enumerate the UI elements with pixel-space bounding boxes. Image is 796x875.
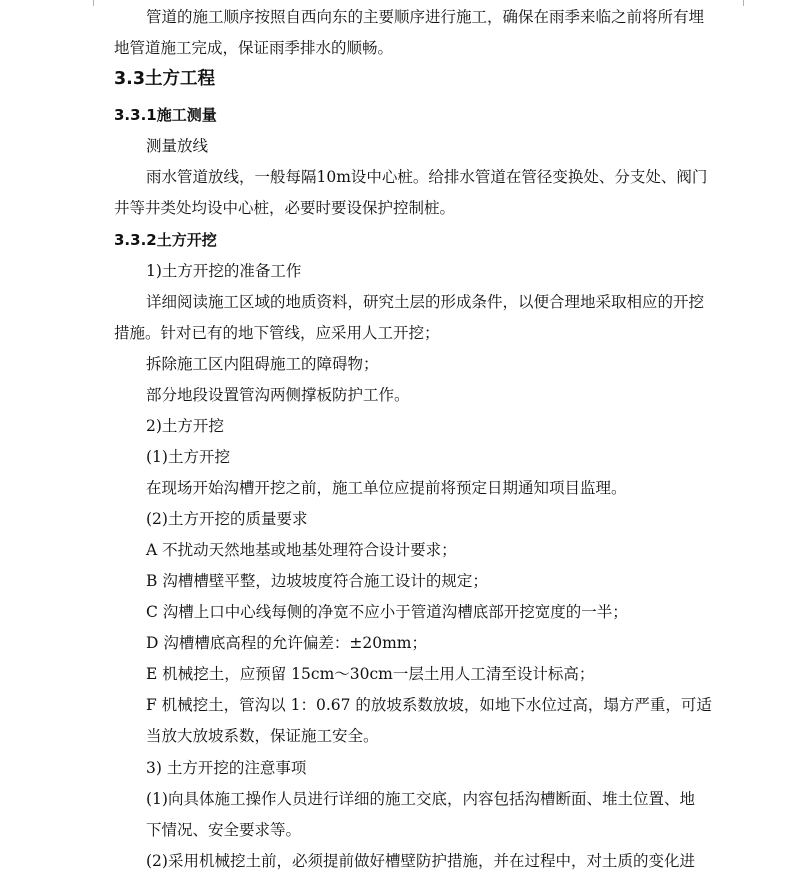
paragraph-line: D 沟槽槽底高程的允许偏差：±20mm；: [146, 634, 427, 652]
paragraph-line: F 机械挖土，管沟以 1：0.67 的放坡系数放坡，如地下水位过高，塌方严重，可适: [146, 696, 712, 714]
paragraph-line: 井等井类处均设中心桩，必要时要设保护控制桩。: [114, 199, 456, 217]
paragraph-line: 措施。针对已有的地下管线，应采用人工开挖；: [114, 324, 440, 342]
paragraph-line: 部分地段设置管沟两侧撑板防护工作。: [146, 386, 410, 404]
margin-mark-right: [743, 0, 744, 6]
paragraph-line: B 沟槽槽壁平整，边坡坡度符合施工设计的规定；: [146, 572, 488, 590]
paragraph-line: 管道的施工顺序按照自西向东的主要顺序进行施工，确保在雨季来临之前将所有埋: [146, 8, 705, 26]
section-heading: 3.3土方工程: [114, 69, 216, 89]
subsection-heading: 3.3.1施工测量: [114, 106, 217, 124]
paragraph-line: (2)土方开挖的质量要求: [146, 510, 308, 528]
paragraph-line: 拆除施工区内阻碍施工的障碍物；: [146, 355, 379, 373]
paragraph-line: 1)土方开挖的准备工作: [146, 262, 302, 280]
paragraph-line: 3) 土方开挖的注意事项: [146, 759, 307, 777]
paragraph-line: 地管道施工完成，保证雨季排水的顺畅。: [114, 39, 394, 57]
paragraph-line: 2)土方开挖: [146, 417, 224, 435]
paragraph-line: 下情况、安全要求等。: [146, 821, 302, 839]
paragraph-line: (2)采用机械挖土前，必须提前做好槽壁防护措施，并在过程中，对土质的变化进: [146, 852, 695, 870]
subsection-heading: 3.3.2土方开挖: [114, 231, 217, 249]
paragraph-line: 雨水管道放线，一般每隔10m设中心桩。给排水管道在管径变换处、分支处、阀门: [146, 168, 708, 186]
paragraph-line: E 机械挖土，应预留 15cm～30cm一层土用人工清至设计标高；: [146, 665, 595, 683]
margin-mark-left: [93, 0, 94, 6]
paragraph-line: 当放大放坡系数，保证施工安全。: [146, 727, 379, 745]
paragraph-line: 测量放线: [146, 137, 209, 155]
paragraph-line: A 不扰动天然地基或地基处理符合设计要求；: [146, 541, 457, 559]
paragraph-line: 在现场开始沟槽开挖之前，施工单位应提前将预定日期通知项目监理。: [146, 479, 627, 497]
paragraph-line: (1)向具体施工操作人员进行详细的施工交底，内容包括沟槽断面、堆土位置、地: [146, 790, 695, 808]
paragraph-line: (1)土方开挖: [146, 448, 230, 466]
paragraph-line: C 沟槽上口中心线每侧的净宽不应小于管道沟槽底部开挖宽度的一半；: [146, 603, 628, 621]
paragraph-line: 详细阅读施工区域的地质资料，研究土层的形成条件，以便合理地采取相应的开挖: [146, 293, 705, 311]
